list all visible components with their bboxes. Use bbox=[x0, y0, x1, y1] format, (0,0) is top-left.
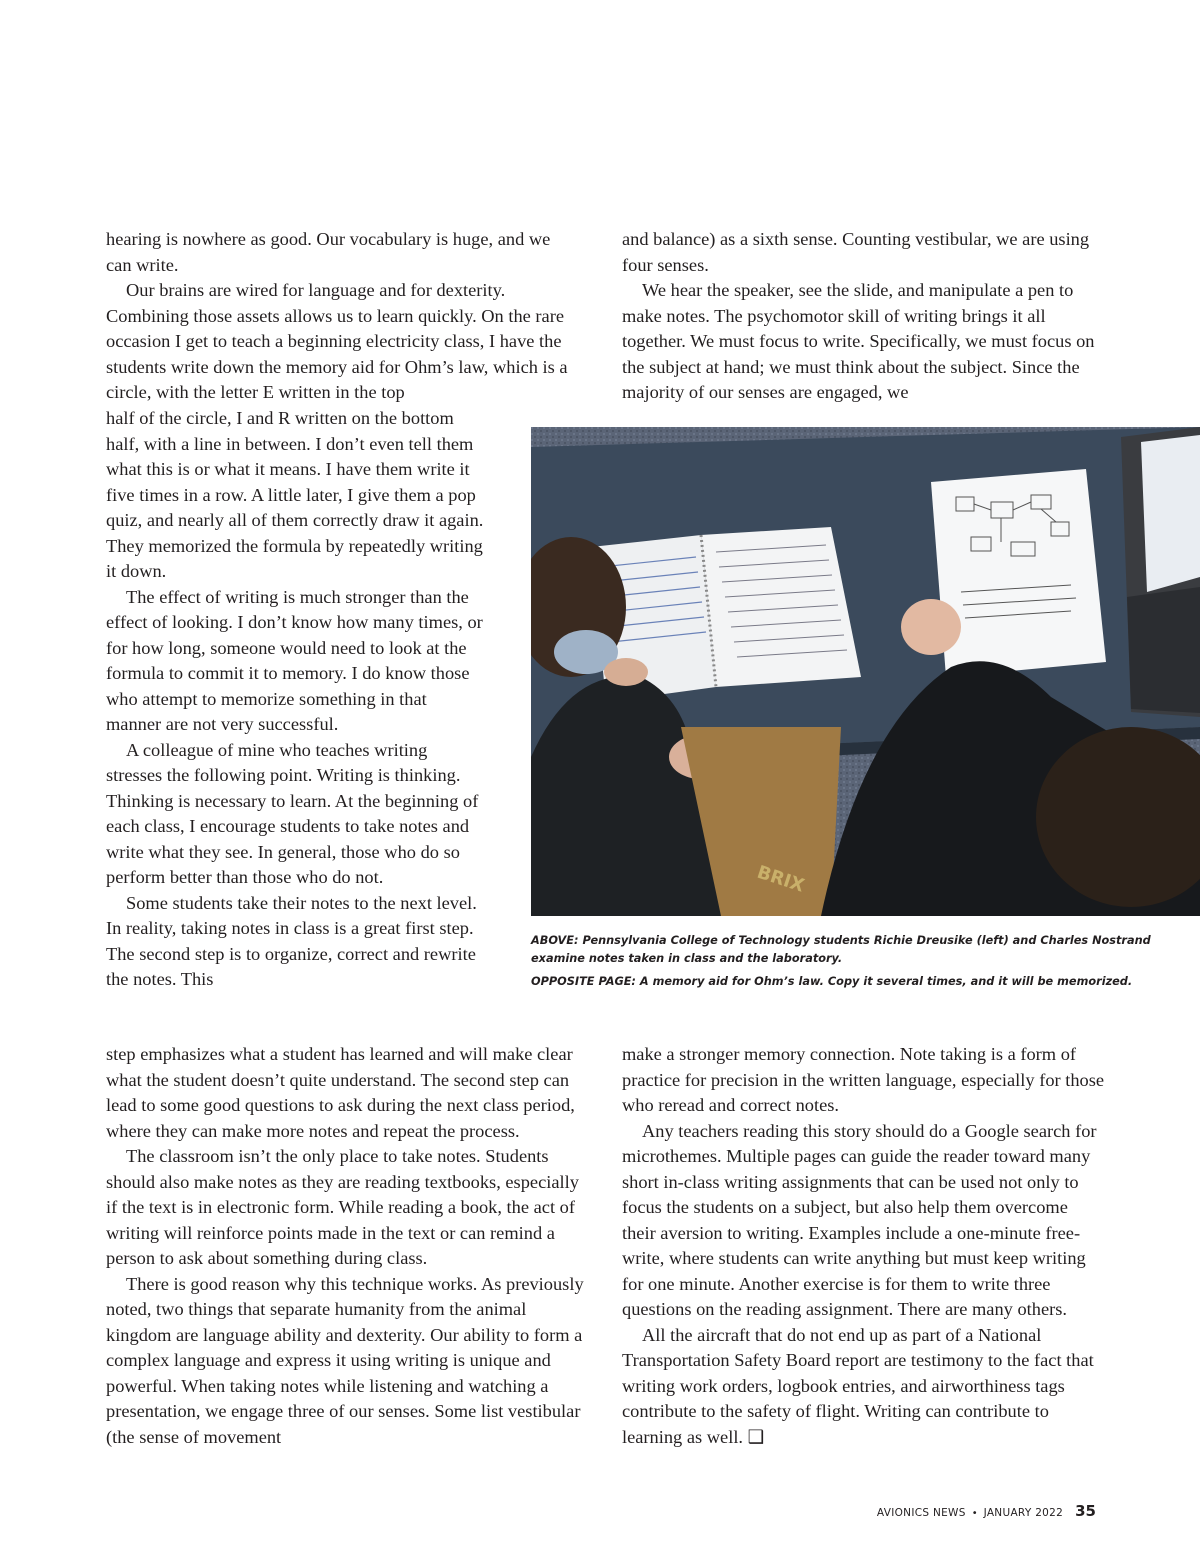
right-column-top bbox=[622, 227, 1102, 406]
paragraph: The effect of writing is much stronger than the effect of looking. I don’t know how many times, or for how long, someone would need to look at the formula to commit it to memory. I do know those who attempt to memorize something in that manner are not very successful. bbox=[106, 586, 483, 734]
paragraph: Some students take their notes to the next level. In reality, taking notes in class is a great first step. The second step is to organize, correct and rewrite the notes. This bbox=[106, 892, 477, 989]
page-footer bbox=[830, 1501, 1096, 1520]
paragraph: Any teachers reading this story should do a Google search for microthemes. Multiple pages can guide the reader toward many short in-class writing assignments that can be used not only to focus the students on a subject, but also help them overcome their aversion to writing. Examples include a one-minute free-write, where students can write anything but must keep writing for one minute. Another exercise is for them to write three questions on the reading assignment. There are many others. bbox=[622, 1120, 1097, 1319]
page-number: 35 bbox=[1075, 1502, 1096, 1520]
caption-above: ABOVE: Pennsylvania College of Technology students Richie Dreusike (left) and Charles Nostrand examine notes taken in class and the laboratory. bbox=[531, 934, 1151, 965]
issue-date: JANUARY 2022 bbox=[983, 1507, 1064, 1519]
paragraph: Our brains are wired for language and for dexterity. Combining those assets allows us to learn quickly. On the rare occasion I get to teach a beginning electricity class, I have the students write down the memory aid for Ohm’s law, which is a circle, with the letter E written in the top bbox=[106, 280, 568, 402]
left-column-top bbox=[106, 227, 576, 406]
paragraph: half of the circle, I and R written on the bottom half, with a line in between. I don’t even tell them what this is or what it means. I have them write it five times in a row. A little later, I give them a pop quiz, and nearly all of them correctly draw it again. They memorized the formula by repeatedly writing it down. bbox=[106, 408, 484, 581]
right-column-bottom bbox=[622, 1042, 1106, 1450]
paragraph: A colleague of mine who teaches writing stresses the following point. Writing is thinking. Thinking is necessary to learn. At the beginning of each class, I encourage students to take notes and write what they see. In general, those who do so perform better than those who do not. bbox=[106, 739, 479, 887]
paragraph: make a stronger memory connection. Note taking is a form of practice for precision in the written language, especially for those who reread and correct notes. bbox=[622, 1044, 1105, 1115]
paragraph: hearing is nowhere as good. Our vocabulary is huge, and we can write. bbox=[106, 229, 551, 275]
footer-separator: • bbox=[971, 1508, 978, 1519]
paragraph: There is good reason why this technique works. As previously noted, two things that separate humanity from the animal kingdom are language ability and dexterity. Our ability to form a complex language and express it using writing is unique and powerful. When taking notes while listening and watching a presentation, we engage three of our senses. Some list vestibular (the sense of movement bbox=[106, 1273, 584, 1447]
paragraph: The classroom isn’t the only place to take notes. Students should also make notes as they are reading textbooks, especially if the text is in electronic form. While reading a book, the act of writing will reinforce points made in the text or can remind a person to ask about something during class. bbox=[106, 1146, 579, 1268]
paragraph bbox=[622, 1323, 1106, 1451]
paragraph: We hear the speaker, see the slide, and manipulate a pen to make notes. The psychomotor skill of writing brings it all together. We must focus to write. Specifically, we must focus on the subject at hand; we must think about the subject. Since the majority of our senses are engaged, we bbox=[622, 280, 1095, 402]
left-column-middle bbox=[106, 406, 484, 993]
left-column-bottom bbox=[106, 1042, 590, 1450]
end-of-story-mark: ❑ bbox=[747, 1426, 765, 1447]
magazine-name: AVIONICS NEWS bbox=[876, 1507, 966, 1519]
shirt-print-text: BRIX bbox=[754, 861, 807, 897]
paragraph: and balance) as a sixth sense. Counting vestibular, we are using four senses. bbox=[622, 229, 1090, 275]
paragraph-text: All the aircraft that do not end up as part of a National Transportation Safety Board report are testimony to the fact that writing work orders, logbook entries, and airworthiness tags contribute to the safety of flight. Writing can contribute to learning as well. bbox=[622, 1324, 1094, 1447]
photo-captions bbox=[531, 932, 1171, 991]
students-examining-notes-photo bbox=[531, 427, 1200, 916]
caption-opposite-page: OPPOSITE PAGE: A memory aid for Ohm’s law. Copy it several times, and it will be memorized. bbox=[531, 975, 1133, 988]
paragraph: step emphasizes what a student has learned and will make clear what the student doesn’t quite understand. The second step can lead to some good questions to ask during the next class period, where they can make more notes and repeat the process. bbox=[106, 1044, 575, 1141]
